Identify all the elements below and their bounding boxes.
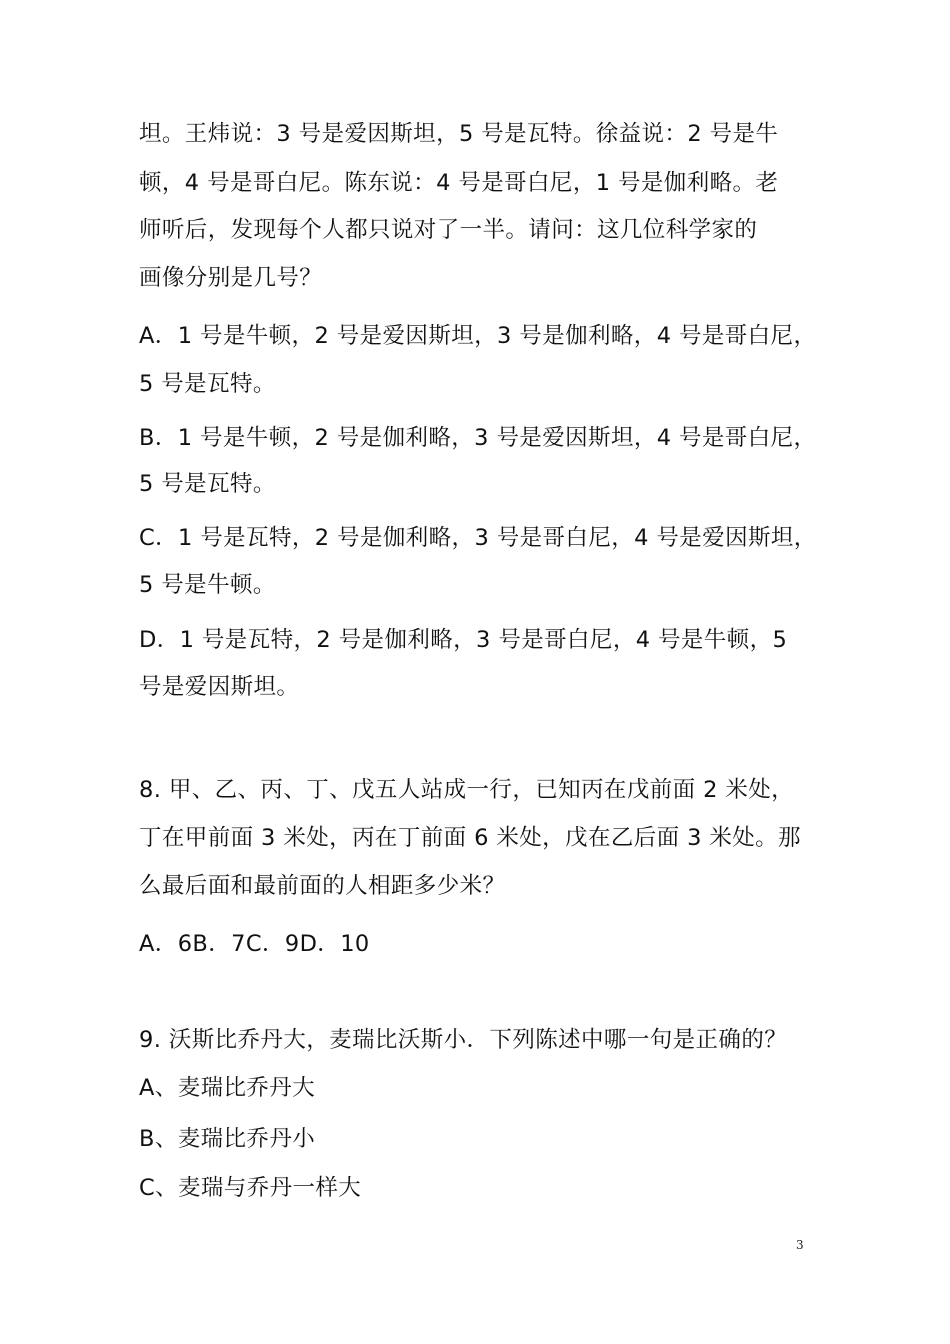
q8-options: A．6B．7C．9D．10 xyxy=(139,931,370,957)
q7-option-d: D．1 号是瓦特，2 号是伽利略，3 号是哥白尼，4 号是牛顿，5 xyxy=(139,627,788,653)
q8-question-line: 8. 甲、乙、丙、丁、戊五人站成一行，已知丙在戊前面 2 米处， xyxy=(139,777,795,803)
q7-option-c: C．1 号是瓦特，2 号是伽利略，3 号是哥白尼，4 号是爱因斯坦， xyxy=(139,525,817,551)
q7-option-b-cont: 5 号是瓦特。 xyxy=(139,471,276,497)
q7-option-a: A．1 号是牛顿，2 号是爱因斯坦，3 号是伽利略，4 号是哥白尼， xyxy=(139,323,817,349)
q7-text-line: 画像分别是几号？ xyxy=(139,265,323,291)
q9-option-b: B、麦瑞比乔丹小 xyxy=(139,1126,316,1152)
q9-option-c: C、麦瑞与乔丹一样大 xyxy=(139,1175,362,1201)
q9-question: 9. 沃斯比乔丹大，麦瑞比沃斯小．下列陈述中哪一句是正确的？ xyxy=(139,1027,788,1053)
q7-text-line: 师听后，发现每个人都只说对了一半。请问：这几位科学家的 xyxy=(139,217,758,243)
q8-question-line: 丁在甲前面 3 米处，丙在丁前面 6 米处，戊在乙后面 3 米处。那 xyxy=(139,825,801,851)
q9-option-a: A、麦瑞比乔丹大 xyxy=(139,1075,316,1101)
q7-option-a-cont: 5 号是瓦特。 xyxy=(139,371,276,397)
q7-option-d-cont: 号是爱因斯坦。 xyxy=(139,674,300,700)
q7-option-b: B．1 号是牛顿，2 号是伽利略，3 号是爱因斯坦，4 号是哥白尼， xyxy=(139,425,817,451)
q7-text-line: 坦。王炜说：3 号是爱因斯坦，5 号是瓦特。徐益说：2 号是牛 xyxy=(139,121,779,147)
page-number: 3 xyxy=(796,1238,804,1252)
q7-text-line: 顿，4 号是哥白尼。陈东说：4 号是哥白尼，1 号是伽利略。老 xyxy=(139,170,779,196)
q8-question-line: 么最后面和最前面的人相距多少米？ xyxy=(139,873,506,899)
q7-option-c-cont: 5 号是牛顿。 xyxy=(139,572,276,598)
